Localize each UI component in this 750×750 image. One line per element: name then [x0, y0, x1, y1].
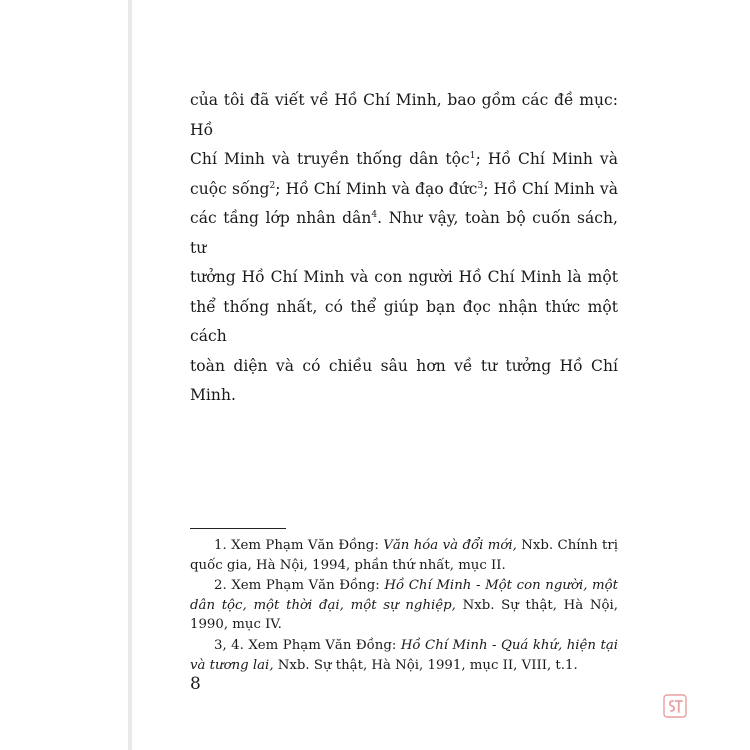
- body-line-2: Chí Minh và truyền thống dân tộc$^1$; Hồ Chí Minh và: [190, 150, 618, 168]
- st-publisher-logo-icon: [662, 693, 688, 719]
- book-page: [132, 0, 750, 750]
- footnote-ref-3: 3: [477, 180, 484, 191]
- footnote-2: 2. Xem Phạm Văn Đồng: Hồ Chí Minh - Một con người, một dân tộc, một thời đại, một sự nghiệp, Nxb. Sự thật, Hà Nội, 1990, mục IV.: [190, 578, 619, 633]
- footnote-divider: [190, 528, 286, 529]
- body-line-3: cuộc sống$^2$; Hồ Chí Minh và đạo đức$^3$; Hồ Chí Minh và: [190, 179, 618, 198]
- footnote-ref-2: 2: [269, 180, 276, 191]
- footnote-3-4: 3, 4. Xem Phạm Văn Đồng: Hồ Chí Minh - Quá khứ, hiện tại và tương lai, Nxb. Sự thật, Hà Nội, 1991, mục II, VIII, t.1.: [190, 637, 619, 673]
- footnotes: [190, 536, 618, 676]
- body-line-6: thể thống nhất, có thể giúp bạn đọc nhận thức một cách: [190, 297, 618, 345]
- body-line-5: tưởng Hồ Chí Minh và con người Hồ Chí Minh là một: [190, 268, 618, 286]
- body-paragraph: [190, 86, 618, 411]
- body-line-7: toàn diện và có chiều sâu hơn về tư tưởng Hồ Chí Minh.: [190, 356, 618, 404]
- body-line-1: của tôi đã viết về Hồ Chí Minh, bao gồm các đề mục: Hồ: [190, 91, 618, 139]
- body-line-4: các tầng lớp nhân dân$^4$. Như vậy, toàn bộ cuốn sách, tư: [190, 209, 618, 257]
- footnote-1: 1. Xem Phạm Văn Đồng: Văn hóa và đổi mới, Nxb. Chính trị quốc gia, Hà Nội, 1994, phần thứ nhất, mục II.: [190, 538, 619, 573]
- page-number: 8: [190, 674, 201, 694]
- footnote-ref-4: 4: [371, 209, 378, 220]
- footnote-ref-1: 1: [469, 150, 476, 161]
